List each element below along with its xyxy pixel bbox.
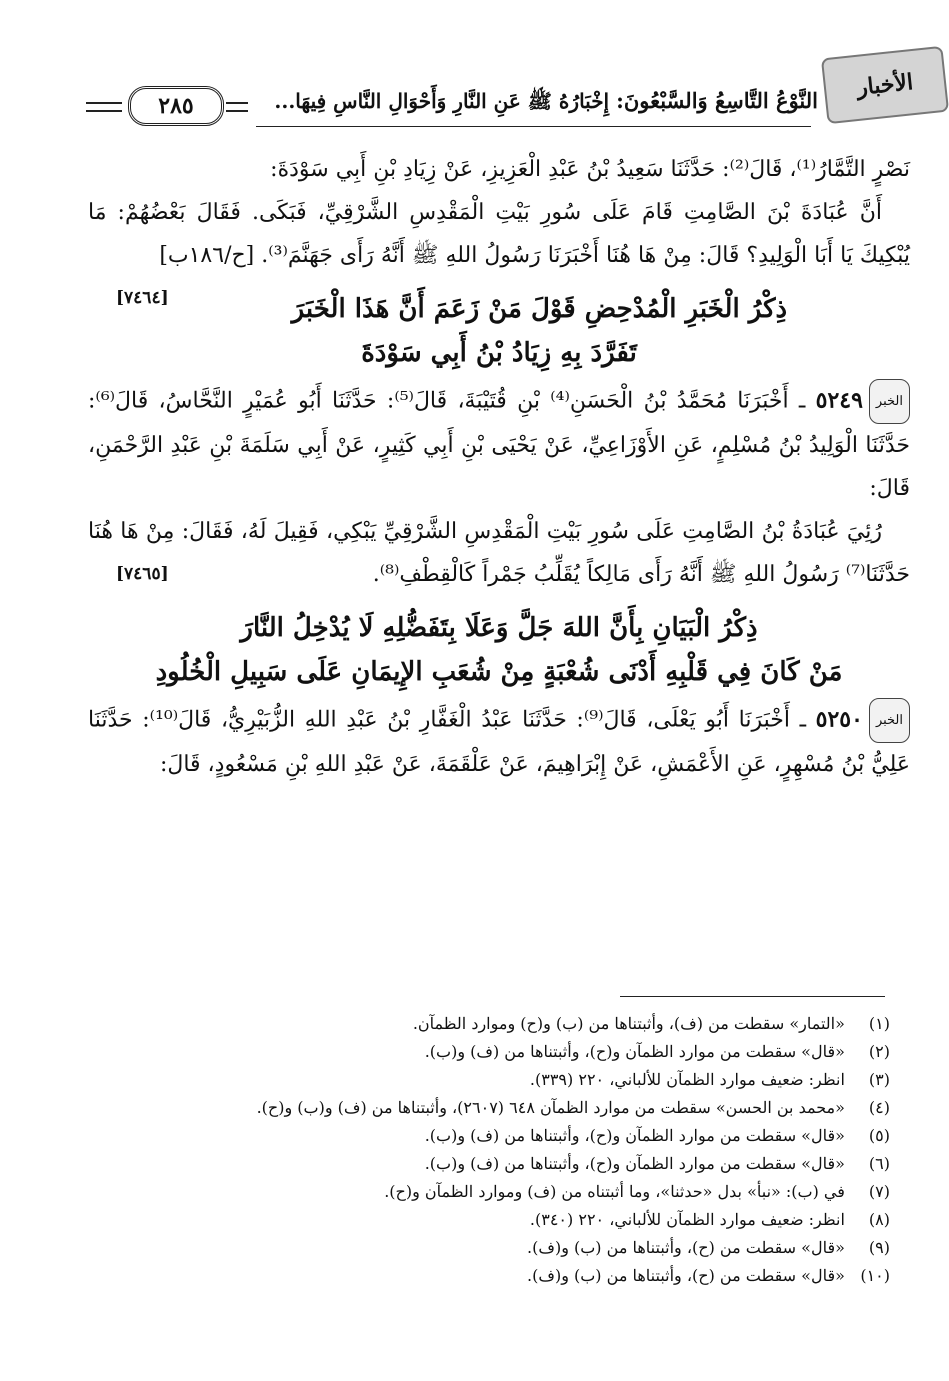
footnote-item — [150, 1038, 890, 1066]
akhbar-badge: الخبر — [869, 379, 910, 424]
page-header — [86, 40, 946, 140]
footnote-item — [150, 1066, 890, 1094]
footnote-item — [150, 1122, 890, 1150]
hadith-5250-number: ٥٢٥٠ — [815, 706, 863, 733]
header-rule-right — [226, 102, 248, 112]
section-heading-2 — [88, 606, 910, 694]
footnote-number: (١٠) — [860, 1266, 890, 1285]
header-rule-left — [86, 102, 122, 112]
chapter-title-rest: إِخْبَارُهُ ﷺ عَنِ النَّارِ وَأَحْوَالِ النَّاسِ فِيهَا... — [274, 89, 617, 113]
footnote-item — [150, 1094, 890, 1122]
footnote-item — [150, 1150, 890, 1178]
chapter-title — [258, 88, 818, 118]
footnote-item — [150, 1178, 890, 1206]
book-section-badge: الأخبار — [821, 46, 949, 124]
footnote-text: «قال» سقطت من موارد الظمآن و(ح)، وأثبتناها من (ف) و(ب). — [424, 1042, 845, 1061]
footnote-text: «قال» سقطت من (ح)، وأثبتناها من (ب) و(ف). — [527, 1238, 845, 1257]
footnote-text: «التمار» سقطت من (ف)، وأثبتناها من (ب) و(ح) وموارد الظمآن. — [412, 1014, 845, 1033]
hadith-5249-isnad: ـ أَخْبَرَنَا مُحَمَّدُ بْنُ الْحَسَنِ⁽⁴⁾ بْنِ قُتَيْبَةَ، قَالَ⁽⁵⁾: حَدَّثَنَا أَبُو عُمَيْرٍ النَّحَّاسُ، قَالَ⁽⁶⁾: حَدَّثَنَا الْوَلِيدُ بْنُ مُسْلِمٍ، عَنِ الأَوْزَاعِيِّ، عَنْ يَحْيَى بْنِ أَبِي كَثِيرٍ، عَنْ أَبِي سَلَمَةَ بْنِ عَبْدِ الرَّحْمَنِ، قَالَ: — [88, 388, 910, 501]
footnote-text: في (ب): «نبأ» بدل «حدثنا»، وما أثبتناه من (ف) وموارد الظمآن و(ح). — [384, 1182, 845, 1201]
footnote-item — [150, 1206, 890, 1234]
footnote-number: (٢) — [868, 1042, 890, 1061]
section-heading-1-line2: تَفَرَّدَ بِهِ زِيَادُ بْنُ أَبِي سَوْدَةَ — [361, 338, 637, 368]
footnote-text: «قال» سقطت من موارد الظمآن و(ح)، وأثبتناها من (ف) و(ب). — [424, 1154, 845, 1173]
footnote-number: (٨) — [868, 1210, 890, 1229]
footnote-text: «محمد بن الحسن» سقطت من موارد الظمآن ٦٤٨ (٢٦٠٧)، وأثبتناها من (ف) و(ب) و(ح). — [256, 1098, 845, 1117]
hadith-7464-paragraph — [88, 191, 910, 308]
main-text — [88, 148, 910, 786]
footnote-number: (٤) — [868, 1098, 890, 1117]
section-heading-2-line2: مَنْ كَانَ فِي قَلْبِهِ أَدْنَى شُعْبَةٍ مِنْ شُعَبِ الإِيمَانِ عَلَى سَبِيلِ الْخُلُودِ — [155, 657, 843, 687]
hadith-5249-number: ٥٢٤٩ — [815, 387, 863, 414]
chapter-title-lead: النَّوْعُ التَّاسِعُ وَالسَّبْعُونَ: — [616, 88, 818, 113]
akhbar-badge: الخبر — [869, 698, 910, 743]
header-underline — [256, 126, 811, 127]
footnote-number: (٧) — [868, 1182, 890, 1201]
section-heading-1 — [88, 287, 910, 375]
hadith-7465-paragraph — [88, 510, 910, 596]
footnote-text: انظر: ضعيف موارد الظمآن للألباني، ٢٢٠ (٣٤٠). — [529, 1210, 845, 1229]
footnote-item — [150, 1010, 890, 1038]
opening-line: نَصْرٍ التَّمَّارُ⁽¹⁾، قَالَ⁽²⁾: حَدَّثَنَا سَعِيدُ بْنُ عَبْدِ الْعَزِيزِ، عَنْ زِيَادِ بْنِ أَبِي سَوْدَةَ: — [270, 157, 910, 182]
section-heading-2-line1: ذِكْرُ الْبَيَانِ بِأَنَّ اللهَ جَلَّ وَعَلَا بِتَفَضُّلِهِ لَا يُدْخِلُ النَّارَ — [240, 613, 758, 643]
footnote-text: انظر: ضعيف موارد الظمآن للألباني، ٢٢٠ (٣٣٩). — [529, 1070, 845, 1089]
footnote-number: (٥) — [868, 1126, 890, 1145]
footnote-number: (٦) — [868, 1154, 890, 1173]
page-number: ٢٨٥ — [128, 86, 224, 126]
section-heading-1-line1: ذِكْرُ الْخَبَرِ الْمُدْحِضِ قَوْلَ مَنْ زَعَمَ أَنَّ هَذَا الْخَبَرَ — [291, 294, 788, 324]
footnote-number: (٣) — [868, 1070, 890, 1089]
footnote-item — [150, 1262, 890, 1290]
footnote-number: (١) — [868, 1014, 890, 1033]
footnote-item — [150, 1234, 890, 1262]
footnote-number: (٩) — [868, 1238, 890, 1257]
footnote-separator — [620, 996, 885, 997]
hadith-7464-ref: [٧٤٦٤] — [116, 288, 169, 308]
hadith-7465-text: رُئِيَ عُبَادَةُ بْنُ الصَّامِتِ عَلَى سُورِ بَيْتِ الْمَقْدِسِ الشَّرْقِيِّ يَبْكِي، فَقِيلَ لَهُ، فَقَالَ: مِنْ هَا هُنَا حَدَّثَنَا⁽⁷⁾ رَسُولُ اللهِ ﷺ أَنَّهُ رَأَى مَالِكاً يُقَلِّبُ جَمْراً كَالْقِطْفِ⁽⁸⁾. — [88, 519, 910, 587]
hadith-5250-isnad: ـ أَخْبَرَنَا أَبُو يَعْلَى، قَالَ⁽⁹⁾: حَدَّثَنَا عَبْدُ الْغَفَّارِ بْنُ عَبْدِ اللهِ الزُّبَيْرِيُّ، قَالَ⁽¹⁰⁾: حَدَّثَنَا عَلِيُّ بْنُ مُسْهِرٍ، عَنِ الأَعْمَشِ، عَنْ إِبْرَاهِيمَ، عَنْ عَلْقَمَةَ، عَنْ عَبْدِ اللهِ بْنِ مَسْعُودٍ، قَالَ: — [88, 707, 910, 777]
footnote-text: «قال» سقطت من موارد الظمآن و(ح)، وأثبتناها من (ف) و(ب). — [424, 1126, 845, 1145]
hadith-5250-isnad-paragraph — [88, 698, 910, 786]
hadith-7464-text: أَنَّ عُبَادَةَ بْنَ الصَّامِتِ قَامَ عَلَى سُورِ بَيْتِ الْمَقْدِسِ الشَّرْقِيِّ، فَبَكَى. فَقَالَ بَعْضُهُمْ: مَا يُبْكِيكَ يَا أَبَا الْوَلِيدِ؟ قَالَ: مِنْ هَا هُنَا أَخْبَرَنَا رَسُولُ اللهِ ﷺ أَنَّهُ رَأَى جَهَنَّمَ⁽³⁾. [ح/١٨٦ب] — [88, 200, 910, 268]
hadith-7465-ref: [٧٤٦٥] — [116, 564, 169, 584]
footnote-text: «قال» سقطت من (ح)، وأثبتناها من (ب) و(ف). — [527, 1266, 845, 1285]
hadith-5249-isnad-paragraph — [88, 379, 910, 510]
footnotes — [150, 1010, 890, 1290]
